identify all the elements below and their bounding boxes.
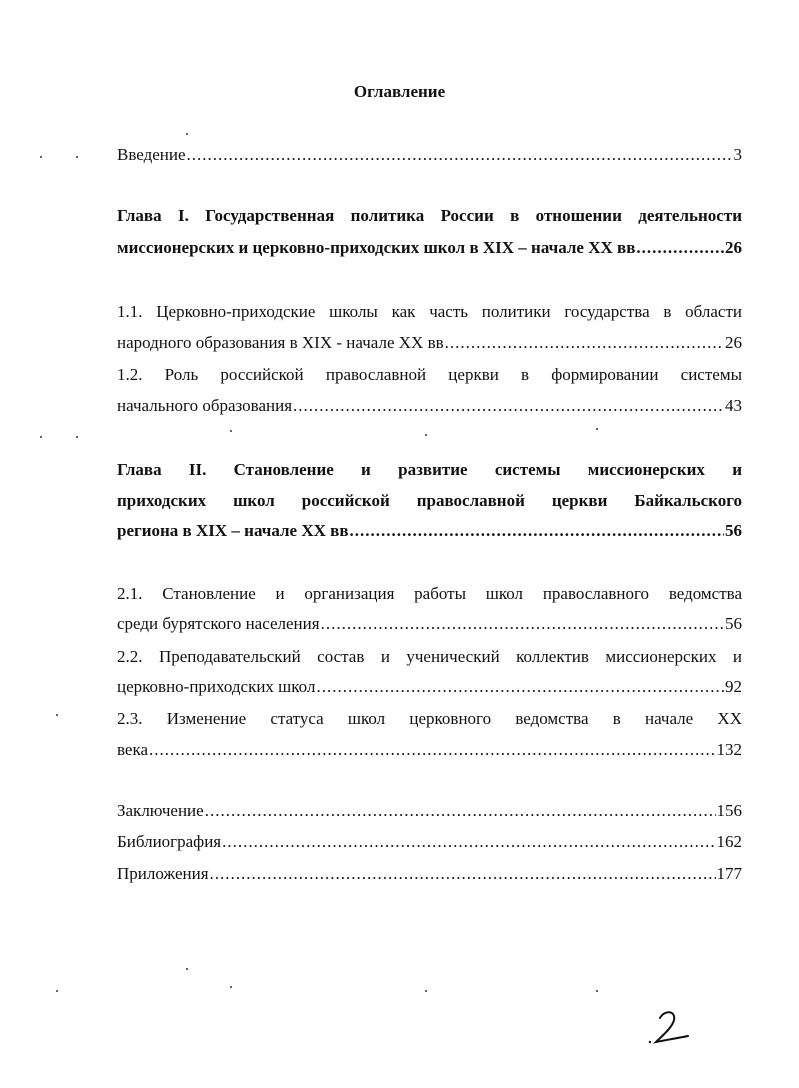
toc-label: среди бурятского населения <box>117 614 320 633</box>
handwritten-page-number <box>646 1008 696 1048</box>
toc-section-2-3 <box>117 740 742 760</box>
toc-label: Библиография <box>117 832 222 851</box>
scan-speck <box>56 714 58 716</box>
toc-section-1-1-line-1: 1.1. Церковно-приходские школы как часть политики государства в области <box>117 302 742 321</box>
dot-leader <box>205 801 716 821</box>
toc-page: 132 <box>716 740 742 759</box>
toc-entry-intro <box>117 145 742 165</box>
toc-label: Приложения <box>117 864 209 883</box>
toc-label: региона в XIX – начале XX вв <box>117 521 349 540</box>
scan-speck <box>425 990 427 992</box>
toc-page: 56 <box>725 521 742 540</box>
scan-speck <box>76 156 78 158</box>
toc-chapter-2 <box>117 521 742 541</box>
toc-page: 43 <box>725 396 742 415</box>
toc-page: 156 <box>716 801 742 820</box>
toc-page: 56 <box>725 614 742 633</box>
toc-section-2-2-line-1: 2.2. Преподавательский состав и ученический коллектив миссионерских и <box>117 647 742 666</box>
scan-speck <box>596 428 598 430</box>
toc-entry-appendices <box>117 864 742 884</box>
dot-leader <box>321 614 724 634</box>
toc-label: народного образования в XIX - начале XX вв <box>117 333 444 352</box>
toc-chapter-1-line-1: Глава I. Государственная политика России в отношении деятельности <box>117 206 742 225</box>
toc-chapter-2-line-2: приходских школ российской православной церкви Байкальского <box>117 491 742 510</box>
dot-leader <box>293 396 724 416</box>
dot-leader <box>445 333 724 353</box>
scan-speck <box>186 133 188 135</box>
toc-page: 92 <box>725 677 742 696</box>
toc-label: миссионерских и церковно-приходских школ в XIX – начале XX вв <box>117 238 636 257</box>
dot-leader <box>636 238 724 258</box>
dot-leader <box>210 864 716 884</box>
toc-page: 177 <box>716 864 742 883</box>
scan-speck <box>76 436 78 438</box>
scan-speck <box>230 986 232 988</box>
dot-leader <box>187 145 733 165</box>
scan-speck <box>230 430 232 432</box>
toc-entry-conclusion <box>117 801 742 821</box>
toc-page: 162 <box>716 832 742 851</box>
toc-label: начального образования <box>117 396 293 415</box>
toc-section-2-3-line-1: 2.3. Изменение статуса школ церковного ведомства в начале XX <box>117 709 742 728</box>
toc-chapter-1 <box>117 238 742 258</box>
toc-label: церковно-приходских школ <box>117 677 316 696</box>
toc-section-1-1 <box>117 333 742 353</box>
toc-entry-bibliography <box>117 832 742 852</box>
dot-leader <box>316 677 724 697</box>
dot-leader <box>350 521 724 541</box>
scan-speck <box>186 968 188 970</box>
toc-section-2-1 <box>117 614 742 634</box>
toc-label: века <box>117 740 149 759</box>
toc-section-1-2 <box>117 396 742 416</box>
scan-speck <box>40 436 42 438</box>
page-title: Оглавление <box>353 82 446 101</box>
toc-page: 26 <box>725 238 742 257</box>
scan-speck <box>425 434 427 436</box>
toc-page: 3 <box>733 145 742 164</box>
toc-page: 26 <box>725 333 742 352</box>
toc-label: Введение <box>117 145 186 164</box>
toc-section-2-1-line-1: 2.1. Становление и организация работы школ православного ведомства <box>117 584 742 603</box>
toc-section-1-2-line-1: 1.2. Роль российской православной церкви в формировании системы <box>117 365 742 384</box>
scan-speck <box>56 990 58 992</box>
toc-chapter-2-line-1: Глава II. Становление и развитие системы миссионерских и <box>117 460 742 479</box>
scan-speck <box>40 156 42 158</box>
dot-leader <box>149 740 715 760</box>
dot-leader <box>222 832 715 852</box>
toc-label: Заключение <box>117 801 204 820</box>
toc-section-2-2 <box>117 677 742 697</box>
scan-speck <box>596 990 598 992</box>
